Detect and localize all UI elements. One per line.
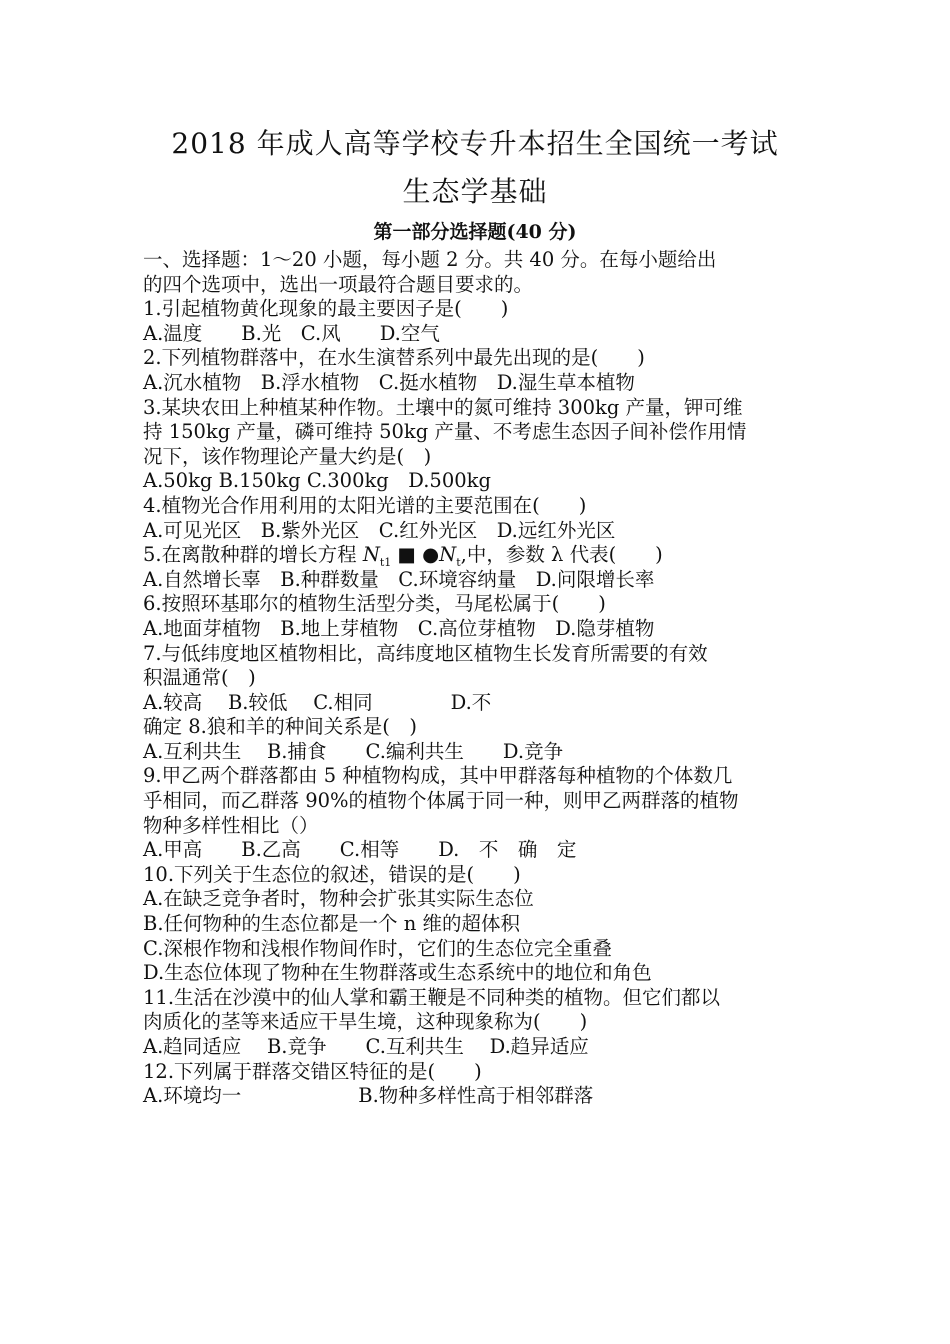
text-line: 一、选择题：1～20 小题，每小题 2 分。共 40 分。在每小题给出	[143, 248, 717, 271]
text-line: A.趋同适应 B.竞争 C.互利共生 D.趋异适应	[143, 1035, 589, 1058]
question-list	[143, 248, 813, 1109]
text-line: A.50kg B.150kg C.300kg D.500kg	[143, 469, 491, 493]
text-line: 况下，该作物理论产量大约是( )	[143, 444, 432, 468]
text-line: 持 150kg 产量，磷可维持 50kg 产量、不考虑生态因子间补偿作用情	[143, 420, 747, 444]
text-line: A.自然增长辜 B.种群数量 C.环境容纳量 D.问限增长率	[143, 567, 655, 591]
text-line: 12.下列属于群落交错区特征的是( )	[143, 1059, 482, 1083]
text-line: 6.按照环基耶尔的植物生活型分类，马尾松属于( )	[143, 592, 606, 616]
text-line: 肉质化的茎等来适应干旱生境，这种现象称为( )	[143, 1010, 588, 1034]
subject-title: 生态学基础	[402, 175, 548, 208]
formula-sub: t	[456, 556, 461, 570]
formula-n: $N_t$	[439, 543, 461, 570]
q5-prefix: 5.在离散种群的增长方程	[143, 543, 363, 567]
text-line: C.深根作物和浅根作物间作时，它们的生态位完全重叠	[143, 936, 612, 960]
text-line: A.环境均一 B.物种多样性高于相邻群落	[143, 1084, 594, 1108]
formula-glyphs: ■ ●	[391, 543, 440, 567]
text-line: A.地面芽植物 B.地上芽植物 C.高位芽植物 D.隐芽植物	[143, 616, 655, 640]
text-line: 11.生活在沙漠中的仙人掌和霸王鞭是不同种类的植物。但它们都以	[143, 985, 721, 1009]
text-line: 1.引起植物黄化现象的最主要因子是( )	[143, 297, 509, 321]
text-line: 3.某块农田上种植某种作物。土壤中的氮可维持 300kg 产量，钾可维	[143, 395, 743, 419]
formula-n: $N_{t1}$	[362, 543, 392, 570]
q5-suffix: ,中，参数 λ 代表( )	[460, 543, 663, 567]
text-line: A.较高 B.较低 C.相同 D.不	[143, 690, 492, 714]
text-line: D.生态位体现了物种在生物群落或生态系统中的地位和角色	[143, 961, 652, 985]
text-line: A.在缺乏竞争者时，物种会扩张其实际生态位	[143, 887, 534, 911]
text-line: 9.甲乙两个群落都由 5 种植物构成，其中甲群落每种植物的个体数几	[143, 764, 733, 788]
text-line: 10.下列关于生态位的叙述，错误的是( )	[143, 862, 521, 886]
text-line: 7.与低纬度地区植物相比，高纬度地区植物生长发育所需要的有效	[143, 641, 708, 665]
text-line: 物种多样性相比（）	[143, 813, 319, 837]
text-line	[143, 543, 813, 568]
text-line: 乎相同，而乙群落 90%的植物个体属于同一种，则甲乙两群落的植物	[143, 789, 739, 813]
text-line: 4.植物光合作用利用的太阳光谱的主要范围在( )	[143, 493, 587, 517]
formula-sub: t1	[379, 556, 392, 570]
text-line: 2.下列植物群落中，在水生演替系列中最先出现的是( )	[143, 346, 645, 370]
text-line: A.温度 B.光 C.风 D.空气	[143, 321, 440, 345]
text-line: A.甲高 B.乙高 C.相等 D. 不 确 定	[143, 838, 577, 862]
text-line: A.沉水植物 B.浮水植物 C.挺水植物 D.湿生草本植物	[143, 370, 635, 394]
text-line: 的四个选项中，选出一项最符合题目要求的。	[143, 272, 534, 296]
text-line: 确定 8.狼和羊的种间关系是( )	[143, 715, 418, 739]
text-line: A.互利共生 B.捕食 C.编利共生 D.竞争	[143, 739, 564, 763]
section-title: 第一部分选择题(40 分)	[373, 221, 577, 243]
text-line: B.任何物种的生态位都是一个 n 维的超体积	[143, 912, 520, 936]
text-line: 积温通常( )	[143, 666, 256, 690]
text-line: A.可见光区 B.紫外光区 C.红外光区 D.远红外光区	[143, 518, 616, 542]
exam-title: 2018 年成人高等学校专升本招生全国统一考试	[171, 127, 779, 160]
